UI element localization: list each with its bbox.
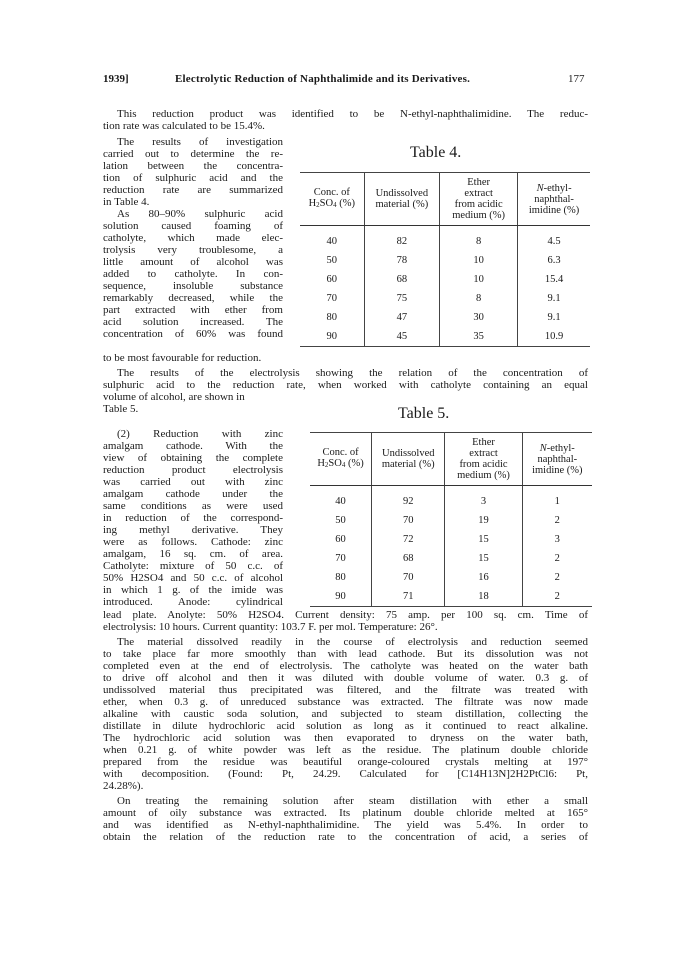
- table-row: [300, 327, 590, 347]
- table-row: [310, 587, 592, 607]
- table-row: [310, 549, 592, 568]
- table-cell: 72: [372, 530, 445, 549]
- text-line: volume of alcohol, are shown in: [103, 391, 245, 403]
- table-cell: 82: [364, 226, 440, 252]
- text-line: amount of oily substance was extracted. Its platinum double chloride melted at 165°: [103, 807, 588, 819]
- table-5: [310, 432, 592, 607]
- text-line: amalgam cathode. With the: [103, 440, 283, 452]
- text-line: ether, when 0.3 g. of unreduced substance was extracted. The filtrate was now made: [103, 696, 588, 708]
- text-line: The hydrochloric acid solution was then evaporated to dryness on the water bath,: [103, 732, 588, 744]
- col-header-imidine: N-ethyl- naphthal- imidine (%): [518, 173, 590, 226]
- page-number: 177: [568, 73, 585, 85]
- table-row: [300, 270, 590, 289]
- table-cell: 19: [445, 511, 522, 530]
- table-cell: 70: [372, 511, 445, 530]
- table-cell: 68: [372, 549, 445, 568]
- text-line: This reduction product was identified to be N-ethyl-naphthalimidine. The reduc-: [117, 108, 588, 120]
- table-row: [300, 289, 590, 308]
- table-row: [300, 251, 590, 270]
- text-line: lead plate. Anolyte: 50% H2SO4. Current density: 75 amp. per 100 sq. cm. Time of: [103, 609, 588, 621]
- text-line: added to catholyte. In con-: [103, 268, 283, 280]
- table-cell: 8: [440, 289, 518, 308]
- col-header-undissolved: Undissolved material (%): [372, 433, 445, 486]
- table-cell: 9.1: [518, 308, 590, 327]
- col-header-ether: Ether extract from acidic medium (%): [440, 173, 518, 226]
- text-line: Table 5.: [103, 403, 139, 415]
- text-line: were as follows. Cathode: zinc: [103, 536, 283, 548]
- table-cell: 2: [522, 511, 592, 530]
- text-line: distillate in dilute hydrochloric acid solution as long as it continued to react alkaline.: [103, 720, 588, 732]
- text-line: amalgam cathode under the: [103, 488, 283, 500]
- table-cell: 70: [372, 568, 445, 587]
- text-line: reduction product electrolysis: [103, 464, 283, 476]
- table-cell: 90: [335, 591, 346, 602]
- text-line: tion of sulphuric acid and the: [103, 172, 283, 184]
- table5-title: Table 5.: [398, 405, 450, 422]
- table-cell: 68: [364, 270, 440, 289]
- table-cell: 50: [335, 515, 346, 526]
- table-row: [310, 511, 592, 530]
- table-row: [310, 568, 592, 587]
- text-line: The results of the electrolysis showing the relation of the concentration of: [117, 367, 588, 379]
- table-cell: 10: [440, 251, 518, 270]
- table-cell: 50: [326, 255, 338, 266]
- text-line: in Table 4.: [103, 196, 150, 208]
- running-title: Electrolytic Reduction of Naphthalimide and its Derivatives.: [175, 73, 471, 85]
- table-row: [300, 308, 590, 327]
- text-line: in reduction of the correspond-: [103, 512, 283, 524]
- text-line: obtain the relation of the reduction rate to the concentration of acid, a series of: [103, 831, 588, 843]
- text-line: electrolysis: 10 hours. Current quantity: 103.7 F. per mol. Temperature: 26°.: [103, 621, 438, 633]
- table-cell: 45: [364, 327, 440, 347]
- text-line: Catholyte: mixture of 50 c.c. of: [103, 560, 283, 572]
- table-cell: 15.4: [518, 270, 590, 289]
- table-cell: 6.3: [518, 251, 590, 270]
- text-line: The material dissolved readily in the course of electrolysis and reduction seemed: [117, 636, 588, 648]
- table-cell: 47: [364, 308, 440, 327]
- col-header-conc: Conc. of H2SO4 (%): [310, 433, 372, 486]
- table-cell: 4.5: [518, 226, 590, 252]
- table-cell: 9.1: [518, 289, 590, 308]
- table-header-row: [300, 173, 590, 226]
- table-cell: 75: [364, 289, 440, 308]
- col-header-ether: Ether extract from acidic medium (%): [445, 433, 522, 486]
- text-line: sulphuric acid to the reduction rate, when worked with catholyte containing an equal: [103, 379, 588, 391]
- text-line: when 0.21 g. of white powder was left as the residue. The platinum double chloride: [103, 744, 588, 756]
- table-cell: 2: [522, 587, 592, 607]
- table-cell: 78: [364, 251, 440, 270]
- text-line: 24.28%).: [103, 780, 144, 792]
- table-cell: 92: [372, 486, 445, 512]
- text-line: trolysis very troublesome, a: [103, 244, 283, 256]
- text-line: view of obtaining the complete: [103, 452, 283, 464]
- text-line: remarkably decreased, while the: [103, 292, 283, 304]
- table-cell: 70: [335, 553, 346, 564]
- text-line: little amount of alcohol was: [103, 256, 283, 268]
- table-cell: 8: [440, 226, 518, 252]
- table-cell: 60: [326, 274, 338, 285]
- table-cell: 80: [335, 572, 346, 583]
- text-line: was carried out with zinc: [103, 476, 283, 488]
- text-line: part extracted with ether from: [103, 304, 283, 316]
- table-cell: 30: [440, 308, 518, 327]
- text-line: to be most favourable for reduction.: [103, 352, 262, 364]
- text-line: solution caused foaming of: [103, 220, 283, 232]
- text-line: introduced. Anode: cylindrical: [103, 596, 283, 608]
- text-line: to drive off alcohol and then it was diluted with double volume of water. 0.3 g. of: [103, 672, 588, 684]
- table-cell: 18: [445, 587, 522, 607]
- text-line: prepared from the residue was beautiful orange-coloured crystals melting at 197°: [103, 756, 588, 768]
- text-line: 50% H2SO4 and 50 c.c. of alcohol: [103, 572, 283, 584]
- text-line: same conditions as were used: [103, 500, 283, 512]
- table-header-row: [310, 433, 592, 486]
- table-cell: 2: [522, 568, 592, 587]
- text-line: with decomposition. (Found: Pt, 24.29. Calculated for [C14H13N]2H2PtCl6: Pt,: [103, 768, 588, 780]
- text-line: and was identified as N-ethyl-naphthalimidine. The yield was 5.4%. In order to: [103, 819, 588, 831]
- text-line: reduction rate are summarized: [103, 184, 283, 196]
- text-line: As 80–90% sulphuric acid: [117, 208, 283, 220]
- table-4: [300, 172, 590, 347]
- text-line: On treating the remaining solution after steam distillation with ether a small: [117, 795, 588, 807]
- table4-title: Table 4.: [410, 144, 462, 161]
- table-cell: 10: [440, 270, 518, 289]
- table-row: [310, 530, 592, 549]
- table-row: [300, 226, 590, 252]
- header-year: 1939]: [103, 73, 129, 85]
- table-cell: 16: [445, 568, 522, 587]
- text-line: completed even at the end of electrolysis. The catholyte was heated on the water bath: [103, 660, 588, 672]
- table-cell: 1: [522, 486, 592, 512]
- table-cell: 2: [522, 549, 592, 568]
- col-header-conc: Conc. of H2SO4 (%): [300, 173, 364, 226]
- table-cell: 35: [440, 327, 518, 347]
- text-line: alkaline with caustic soda solution, and subjected to steam distillation, collecting the: [103, 708, 588, 720]
- col-header-undissolved: Undissolved material (%): [364, 173, 440, 226]
- text-line: amalgam, 16 sq. cm. of area.: [103, 548, 283, 560]
- text-line: ing methyl derivative. They: [103, 524, 283, 536]
- table-cell: 3: [522, 530, 592, 549]
- text-line: acid solution increased. The: [103, 316, 283, 328]
- table-cell: 80: [326, 312, 338, 323]
- table-cell: 3: [445, 486, 522, 512]
- text-line: undissolved material thus precipitated was filtered, and the filtrate was treated with: [103, 684, 588, 696]
- text-line: tion rate was calculated to be 15.4%.: [103, 120, 265, 132]
- table-cell: 70: [326, 293, 338, 304]
- table-cell: 40: [335, 496, 346, 507]
- text-line: to take place far more smoothly than with lead cathode. But its dissolution was not: [103, 648, 588, 660]
- text-line: The results of investigation: [117, 136, 283, 148]
- text-line: carried out to determine the re-: [103, 148, 283, 160]
- table-cell: 90: [326, 331, 338, 342]
- text-line: lation between the concentra-: [103, 160, 283, 172]
- table-cell: 15: [445, 549, 522, 568]
- table-cell: 60: [335, 534, 346, 545]
- table-row: [310, 486, 592, 512]
- table-cell: 40: [326, 236, 338, 247]
- text-line: (2) Reduction with zinc: [117, 428, 283, 440]
- col-header-imidine: N-ethyl- naphthal- imidine (%): [522, 433, 592, 486]
- table-cell: 15: [445, 530, 522, 549]
- table-cell: 71: [372, 587, 445, 607]
- table-cell: 10.9: [518, 327, 590, 347]
- text-line: in which 1 g. of the imide was: [103, 584, 283, 596]
- text-line: catholyte, which made elec-: [103, 232, 283, 244]
- text-line: concentration of 60% was found: [103, 328, 283, 340]
- text-line: sequence, insoluble substance: [103, 280, 283, 292]
